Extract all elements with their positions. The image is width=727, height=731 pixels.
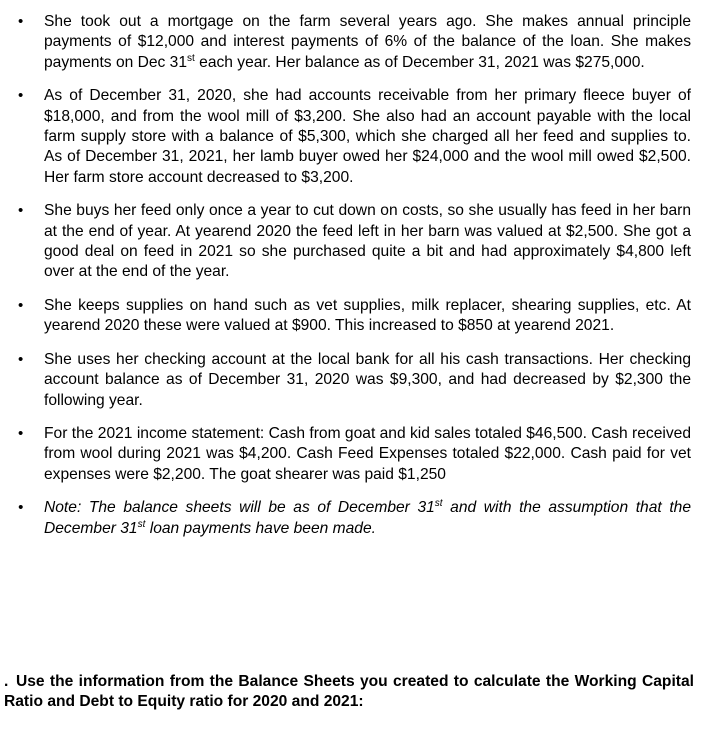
bullet-dot: • [18, 13, 24, 30]
bullet-dot: • [18, 296, 24, 314]
list-item [0, 498, 727, 539]
bullet-list [0, 12, 727, 552]
bullet-dot: • [18, 499, 24, 517]
note-text: Note: The balance sheets will be as of December 31 [44, 499, 435, 517]
list-item [0, 201, 727, 283]
mortgage-text-end: each year. Her balance as of December 31, 2021 was $275,000. [194, 53, 645, 71]
bullet-dot: • [18, 87, 24, 105]
bullet-dot: • [18, 424, 24, 442]
bullet-dot: • [18, 350, 24, 368]
superscript: st [137, 518, 146, 530]
list-item [0, 350, 727, 411]
list-item [0, 12, 727, 73]
list-item [0, 86, 727, 188]
task-question [4, 672, 694, 713]
list-item [0, 296, 727, 337]
bullet-dot: • [18, 202, 24, 220]
receivables-text: As of December 31, 2020, she had accounts receivable from her primary fleece buyer of $18,000, and from the wool mill of $3,200. She also had an account payable with the local farm supply store with a balance of $5,300, which she charged all her feed and supplies to. As of December 31, 2021, her lamb buyer owed her $24,000 and the wool mill owed $2,500. Her farm store account decreased to $3,200. [44, 87, 691, 186]
list-item [0, 424, 727, 485]
superscript: st [434, 498, 443, 510]
mortgage-text: She took out a mortgage on the farm several years ago. She makes annual principle payments of $12,000 and interest payments of 6% of the balance of the loan. She makes payments on Dec 31 [44, 13, 691, 71]
superscript: st [187, 52, 195, 64]
checking-text: She uses her checking account at the local bank for all his cash transactions. Her checking account balance as of December 31, 2020 was $9,300, and had decreased by $2,300 the following year. [44, 350, 691, 409]
income-statement-text: For the 2021 income statement: Cash from goat and kid sales totaled $46,500. Cash received from wool during 2021 was $4,200. Cash Feed Expenses totaled $22,000. Cash paid for vet expenses were $2,200. The goat shearer was paid $1,250 [44, 424, 691, 483]
feed-text: She buys her feed only once a year to cut down on costs, so she usually has feed in her barn at the end of year. At yearend 2020 the feed left in her barn was valued at $2,500. She got a good deal on feed in 2021 so she purchased quite a bit and had approximately $4,800 left over at the end of the year. [44, 202, 691, 281]
note-text-mid: and with the assumption that the December 31 [44, 499, 691, 537]
supplies-text: She keeps supplies on hand such as vet supplies, milk replacer, shearing supplies, etc. At yearend 2020 these were valued at $900. This increased to $850 at yearend 2021. [44, 296, 691, 335]
task-lead: . [4, 673, 9, 690]
note-text-end: loan payments have been made. [145, 519, 376, 537]
task-text: Use the information from the Balance Sheets you created to calculate the Working Capital Ratio and Debt to Equity ratio for 2020 and 2021: [4, 673, 694, 711]
